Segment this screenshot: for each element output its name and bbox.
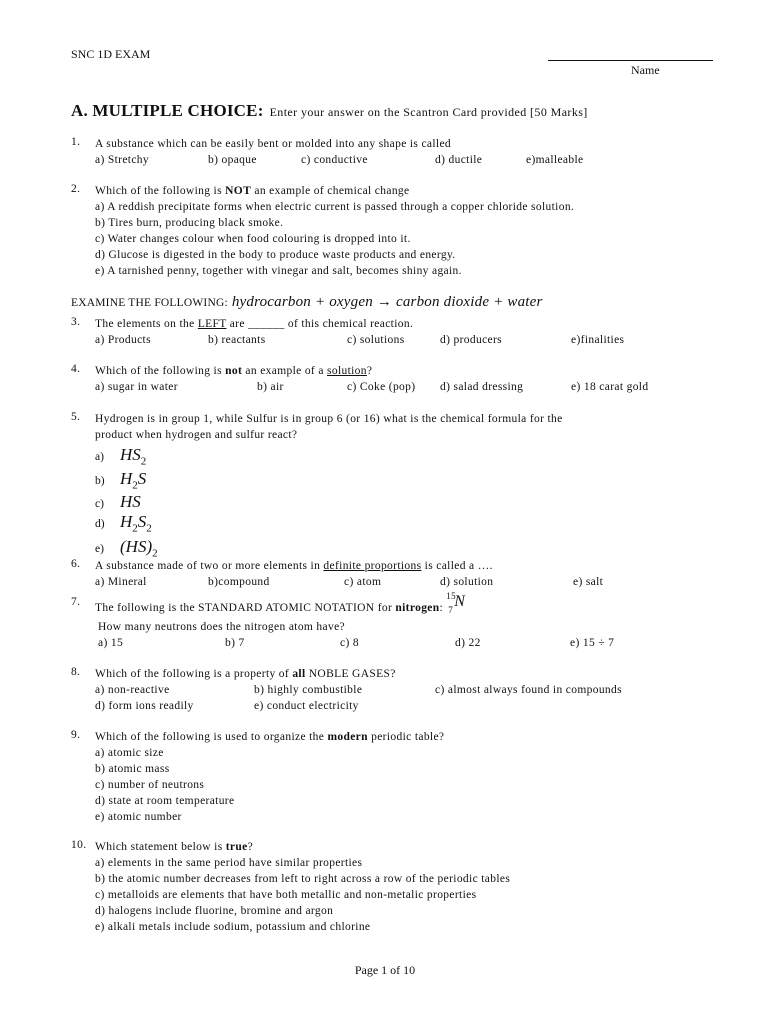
option-d: d) salad dressing bbox=[440, 381, 524, 393]
question-stem: Which of the following is a property of all NOBLE GASES? bbox=[95, 668, 396, 680]
option-c: c) Water changes colour when food colouring is dropped into it. bbox=[95, 233, 411, 245]
question-number: 10. bbox=[71, 839, 87, 851]
option-d: d) solution bbox=[440, 576, 494, 588]
question-4 bbox=[71, 363, 711, 395]
option-e: e) conduct electricity bbox=[254, 700, 359, 712]
option-a: a) A reddish precipitate forms when electric current is passed through a copper chloride solution. bbox=[95, 201, 575, 213]
question-stem: Hydrogen is in group 1, while Sulfur is in group 6 (or 16) what is the chemical formula for the product when hydrogen and sulfur react? bbox=[95, 413, 563, 441]
option-d: d) form ions readily bbox=[95, 700, 194, 712]
section-instructions: Enter your answer on the Scantron Card provided [50 Marks] bbox=[269, 105, 588, 119]
option-e: e) 18 carat gold bbox=[571, 381, 649, 393]
option-b: b)compound bbox=[208, 576, 270, 588]
question-3 bbox=[71, 316, 711, 348]
question-number: 6. bbox=[71, 558, 81, 570]
name-label: Name bbox=[631, 63, 660, 77]
question-stem: A substance which can be easily bent or molded into any shape is called bbox=[95, 138, 452, 150]
option-c: c) almost always found in compounds bbox=[435, 684, 622, 696]
section-title: A. MULTIPLE CHOICE: bbox=[71, 101, 264, 120]
option-a: a) non-reactive bbox=[95, 684, 170, 696]
option-d: d) 22 bbox=[455, 637, 481, 649]
question-1 bbox=[71, 136, 711, 168]
option-b: b) the atomic number decreases from left to right across a row of the periodic tables bbox=[95, 873, 511, 885]
question-5 bbox=[71, 411, 711, 443]
question-stem: Which of the following is used to organize the modern periodic table? bbox=[95, 731, 445, 743]
option-c: c) atom bbox=[344, 576, 382, 588]
option-d: d) halogens include fluorine, bromine and argon bbox=[95, 905, 334, 917]
question-7-subquestion: How many neutrons does the nitrogen atom have? a) 15 b) 7 c) 8 d) 22 e) 15 ÷ 7 bbox=[98, 621, 615, 649]
exam-title: SNC 1D EXAM bbox=[71, 47, 151, 61]
question-number: 8. bbox=[71, 666, 81, 678]
formula-option-d: d) $H_2S_2$ bbox=[95, 512, 152, 535]
formula-option-b: b) $H_2S$ bbox=[95, 469, 147, 492]
question-number: 5. bbox=[71, 411, 81, 423]
option-d: d) state at room temperature bbox=[95, 795, 235, 807]
question-stem: Which of the following is NOT an example of chemical change bbox=[95, 185, 410, 197]
option-b: b) atomic mass bbox=[95, 763, 170, 775]
question-number: 2. bbox=[71, 183, 81, 195]
option-c: c) conductive bbox=[301, 154, 368, 166]
option-d: d) producers bbox=[440, 334, 502, 346]
option-e: e)malleable bbox=[526, 154, 584, 166]
formula-option-e: e) $(HS)_2$ bbox=[95, 537, 158, 560]
question-number: 1. bbox=[71, 136, 81, 148]
option-c: c) Coke (pop) bbox=[347, 381, 416, 393]
option-b: b) 7 bbox=[225, 637, 245, 649]
option-b: b) highly combustible bbox=[254, 684, 363, 696]
option-a: a) sugar in water bbox=[95, 381, 178, 393]
option-c: c) 8 bbox=[340, 637, 359, 649]
section-heading bbox=[71, 101, 588, 121]
option-a: a) Stretchy bbox=[95, 154, 149, 166]
nitrogen-notation: 15 7 N bbox=[446, 591, 466, 615]
option-b: b) reactants bbox=[208, 334, 266, 346]
question-stem: The elements on the LEFT are ______ of this chemical reaction. bbox=[95, 318, 414, 330]
option-b: b) Tires burn, producing black smoke. bbox=[95, 217, 284, 229]
option-a: a) atomic size bbox=[95, 747, 164, 759]
question-number: 9. bbox=[71, 729, 81, 741]
option-d: d) Glucose is digested in the body to produce waste products and energy. bbox=[95, 249, 456, 261]
option-a: a) elements in the same period have similar properties bbox=[95, 857, 363, 869]
question-number: 3. bbox=[71, 316, 81, 328]
question-stem: The following is the STANDARD ATOMIC NOTATION for nitrogen: 15 7 N bbox=[95, 596, 711, 616]
question-number: 4. bbox=[71, 363, 81, 375]
option-e: e) 15 ÷ 7 bbox=[570, 637, 615, 649]
option-e: e) atomic number bbox=[95, 811, 182, 823]
question-stem: Which of the following is not an example of a solution? bbox=[95, 365, 373, 377]
option-a: a) 15 bbox=[98, 637, 124, 649]
option-b: b) air bbox=[257, 381, 284, 393]
option-e: e) alkali metals include sodium, potassium and chlorine bbox=[95, 921, 371, 933]
page-number: Page 1 of 10 bbox=[354, 963, 416, 977]
question-7 bbox=[71, 591, 711, 616]
formula-option-c: c) HS bbox=[95, 492, 141, 511]
question-8 bbox=[71, 666, 711, 714]
formula-option-a: a) $HS_2$ bbox=[95, 445, 147, 468]
question-number: 7. bbox=[71, 596, 81, 608]
option-c: c) number of neutrons bbox=[95, 779, 205, 791]
question-9 bbox=[71, 729, 711, 825]
name-line bbox=[548, 60, 713, 61]
question-stem: Which statement below is true? bbox=[95, 841, 254, 853]
question-stem: A substance made of two or more elements in definite proportions is called a …. bbox=[95, 560, 493, 572]
question-2 bbox=[71, 183, 711, 279]
question-6 bbox=[71, 558, 711, 590]
option-e: e) salt bbox=[573, 576, 604, 588]
reaction-equation: hydrocarbon + oxygen → carbon dioxide + water bbox=[231, 294, 543, 310]
option-b: b) opaque bbox=[208, 154, 257, 166]
option-e: e)finalities bbox=[571, 334, 625, 346]
examine-label: EXAMINE THE FOLLOWING: bbox=[71, 297, 228, 309]
examine-equation bbox=[71, 294, 543, 311]
option-d: d) ductile bbox=[435, 154, 483, 166]
option-a: a) Products bbox=[95, 334, 151, 346]
option-c: c) solutions bbox=[347, 334, 405, 346]
option-a: a) Mineral bbox=[95, 576, 147, 588]
option-c: c) metalloids are elements that have both metallic and non-metalic properties bbox=[95, 889, 477, 901]
option-e: e) A tarnished penny, together with vinegar and salt, becomes shiny again. bbox=[95, 265, 462, 277]
question-10 bbox=[71, 839, 711, 935]
